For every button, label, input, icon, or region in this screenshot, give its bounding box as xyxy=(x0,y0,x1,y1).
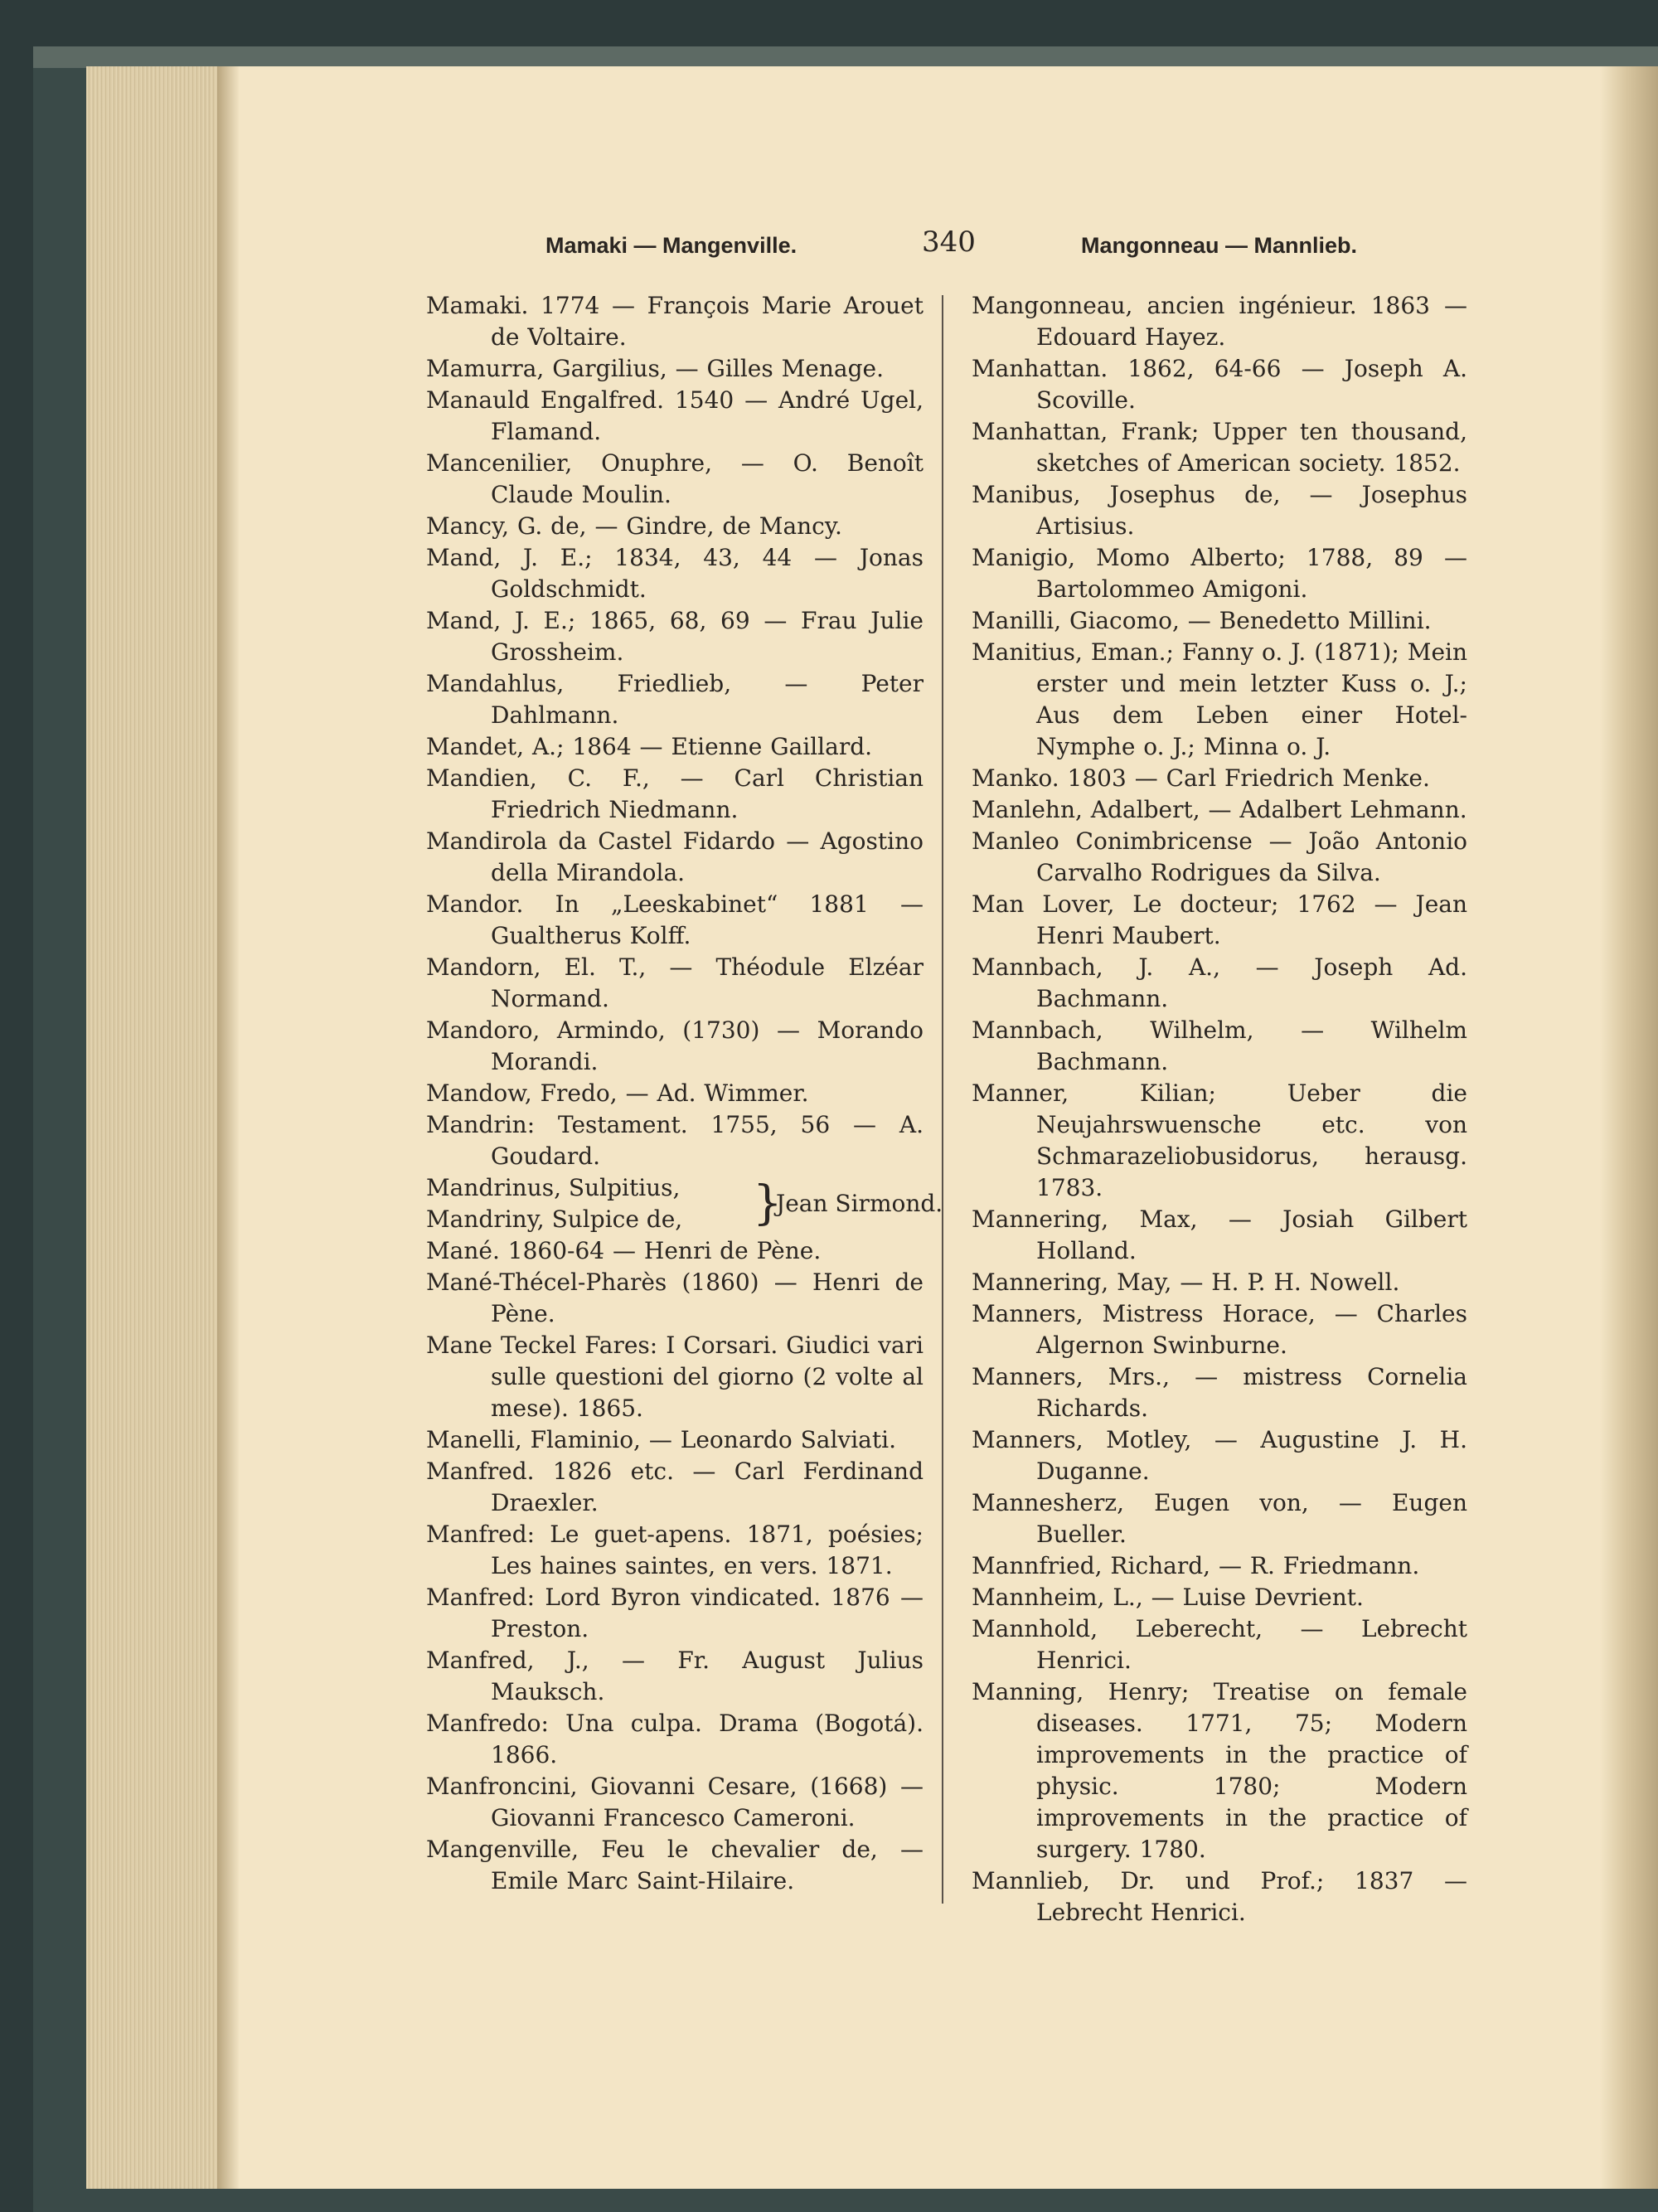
index-entry: Mancenilier, Onuphre, — O. Benoît Claude Moulin. xyxy=(426,449,924,508)
index-entry: Mangonneau, ancien ingénieur. 1863 — Edouard Hayez. xyxy=(972,292,1467,351)
index-entry: Mané-Thécel-Pharès (1860) — Henri de Pène. xyxy=(426,1269,924,1327)
index-entry: Mandien, C. F., — Carl Christian Friedrich Niedmann. xyxy=(426,764,924,823)
index-entry: Mané. 1860-64 — Henri de Pène. xyxy=(426,1237,822,1264)
index-entry: Manibus, Josephus de, — Josephus Artisius. xyxy=(972,481,1467,540)
index-entry: Mandirola da Castel Fidardo — Agostino della Mirandola. xyxy=(426,827,924,886)
index-entry: Mandrin: Testament. 1755, 56 — A. Goudard. xyxy=(426,1111,924,1170)
right-column xyxy=(972,290,1467,1928)
index-entry: Manner, Kilian; Ueber die Neujahrswuensche etc. von Schmarazeliobusidorus, herausg. 1783. xyxy=(972,1079,1467,1201)
index-entry: Mamurra, Gargilius, — Gilles Menage. xyxy=(426,355,884,382)
index-entry: Mannering, May, — H. P. H. Nowell. xyxy=(972,1269,1400,1296)
gutter-shadow xyxy=(1600,66,1658,2189)
index-entry: Mancy, G. de, — Gindre, de Mancy. xyxy=(426,512,842,540)
index-entry: Mannlieb, Dr. und Prof.; 1837 — Lebrecht Henrici. xyxy=(972,1867,1467,1926)
index-entry: Manko. 1803 — Carl Friedrich Menke. xyxy=(972,764,1430,792)
right-entries xyxy=(972,290,1467,1928)
index-entry: Mandoro, Armindo, (1730) — Morando Morandi. xyxy=(426,1016,924,1075)
index-entry: Mannheim, L., — Luise Devrient. xyxy=(972,1584,1364,1611)
page-edges xyxy=(86,66,235,2189)
index-entry: Manfred: Lord Byron vindicated. 1876 — Preston. xyxy=(426,1584,924,1642)
index-entry: Mannering, Max, — Josiah Gilbert Holland. xyxy=(972,1205,1467,1264)
index-entry: Manners, Mistress Horace, — Charles Algernon Swinburne. xyxy=(972,1300,1467,1359)
index-entry: Mane Teckel Fares: I Corsari. Giudici vari sulle questioni del giorno (2 volte al mese). 1865. xyxy=(426,1332,924,1422)
brace-entry xyxy=(426,1172,943,1235)
index-entry: Mandahlus, Friedlieb, — Peter Dahlmann. xyxy=(426,670,924,729)
index-entry: Mangenville, Feu le chevalier de, — Emile Marc Saint-Hilaire. xyxy=(426,1836,924,1894)
index-entry: Mannfried, Richard, — R. Friedmann. xyxy=(972,1552,1420,1579)
spine-shadow xyxy=(217,66,239,2189)
index-entry: Manfroncini, Giovanni Cesare, (1668) — Giovanni Francesco Cameroni. xyxy=(426,1773,924,1831)
index-entry: Manelli, Flaminio, — Leonardo Salviati. xyxy=(426,1426,896,1453)
index-entry: Mannbach, Wilhelm, — Wilhelm Bachmann. xyxy=(972,1016,1467,1075)
running-head-right: Mangonneau — Mannlieb. xyxy=(1081,233,1358,258)
index-entry: Manlehn, Adalbert, — Adalbert Lehmann. xyxy=(972,796,1467,823)
index-entry: Manitius, Eman.; Fanny o. J. (1871); Mein erster und mein letzter Kuss o. J.; Aus dem Leben einer Hotel-Nymphe o. J.; Minna o. J. xyxy=(972,638,1467,760)
brace-target: Jean Sirmond. xyxy=(776,1190,943,1217)
brace-icon: } xyxy=(753,1176,783,1230)
left-column xyxy=(426,290,943,1897)
index-entry: Mannbach, J. A., — Joseph Ad. Bachmann. xyxy=(972,953,1467,1012)
index-entry: Mandow, Fredo, — Ad. Wimmer. xyxy=(426,1079,809,1107)
brace-name-1: Mandrinus, Sulpitius, xyxy=(426,1174,681,1201)
index-entry: Manigio, Momo Alberto; 1788, 89 — Bartolommeo Amigoni. xyxy=(972,544,1467,603)
left-entries-after xyxy=(426,1235,924,1897)
left-entries xyxy=(426,290,924,1172)
index-entry: Mandor. In „Leeskabinet“ 1881 — Gualtherus Kolff. xyxy=(426,890,924,949)
index-entry: Mandet, A.; 1864 — Etienne Gaillard. xyxy=(426,733,873,760)
index-entry: Mand, J. E.; 1834, 43, 44 — Jonas Goldschmidt. xyxy=(426,544,924,603)
cover-edge xyxy=(33,46,1658,68)
index-entry: Manhattan, Frank; Upper ten thousand, sketches of American society. 1852. xyxy=(972,418,1467,477)
index-entry: Manners, Mrs., — mistress Cornelia Richards. xyxy=(972,1363,1467,1422)
index-entry: Manfredo: Una culpa. Drama (Bogotá). 1866. xyxy=(426,1710,924,1768)
brace-name-2: Mandriny, Sulpice de, xyxy=(426,1205,683,1233)
index-entry: Mamaki. 1774 — François Marie Arouet de Voltaire. xyxy=(426,292,924,351)
index-entry: Manilli, Giacomo, — Benedetto Millini. xyxy=(972,607,1432,634)
index-entry: Mand, J. E.; 1865, 68, 69 — Frau Julie Grossheim. xyxy=(426,607,924,666)
running-head-left: Mamaki — Mangenville. xyxy=(545,233,797,258)
index-entry: Manfred, J., — Fr. August Julius Mauksch. xyxy=(426,1647,924,1705)
index-entry: Manning, Henry; Treatise on female diseases. 1771, 75; Modern improvements in the practice of physic. 1780; Modern improvements in the practice of surgery. 1780. xyxy=(972,1678,1467,1863)
index-entry: Manfred: Le guet-apens. 1871, poésies; Les haines saintes, en vers. 1871. xyxy=(426,1521,924,1579)
index-entry: Mannhold, Leberecht, — Lebrecht Henrici. xyxy=(972,1615,1467,1674)
index-entry: Manauld Engalfred. 1540 — André Ugel, Flamand. xyxy=(426,386,924,445)
column-divider xyxy=(942,295,943,1904)
index-entry: Manfred. 1826 etc. — Carl Ferdinand Draexler. xyxy=(426,1458,924,1516)
index-entry: Manhattan. 1862, 64-66 — Joseph A. Scoville. xyxy=(972,355,1467,414)
index-entry: Mandorn, El. T., — Théodule Elzéar Normand. xyxy=(426,953,924,1012)
index-entry: Man Lover, Le docteur; 1762 — Jean Henri Maubert. xyxy=(972,890,1467,949)
index-entry: Manners, Motley, — Augustine J. H. Duganne. xyxy=(972,1426,1467,1485)
index-entry: Mannesherz, Eugen von, — Eugen Bueller. xyxy=(972,1489,1467,1548)
index-entry: Manleo Conimbricense — João Antonio Carvalho Rodrigues da Silva. xyxy=(972,827,1467,886)
page-number: 340 xyxy=(922,226,976,259)
